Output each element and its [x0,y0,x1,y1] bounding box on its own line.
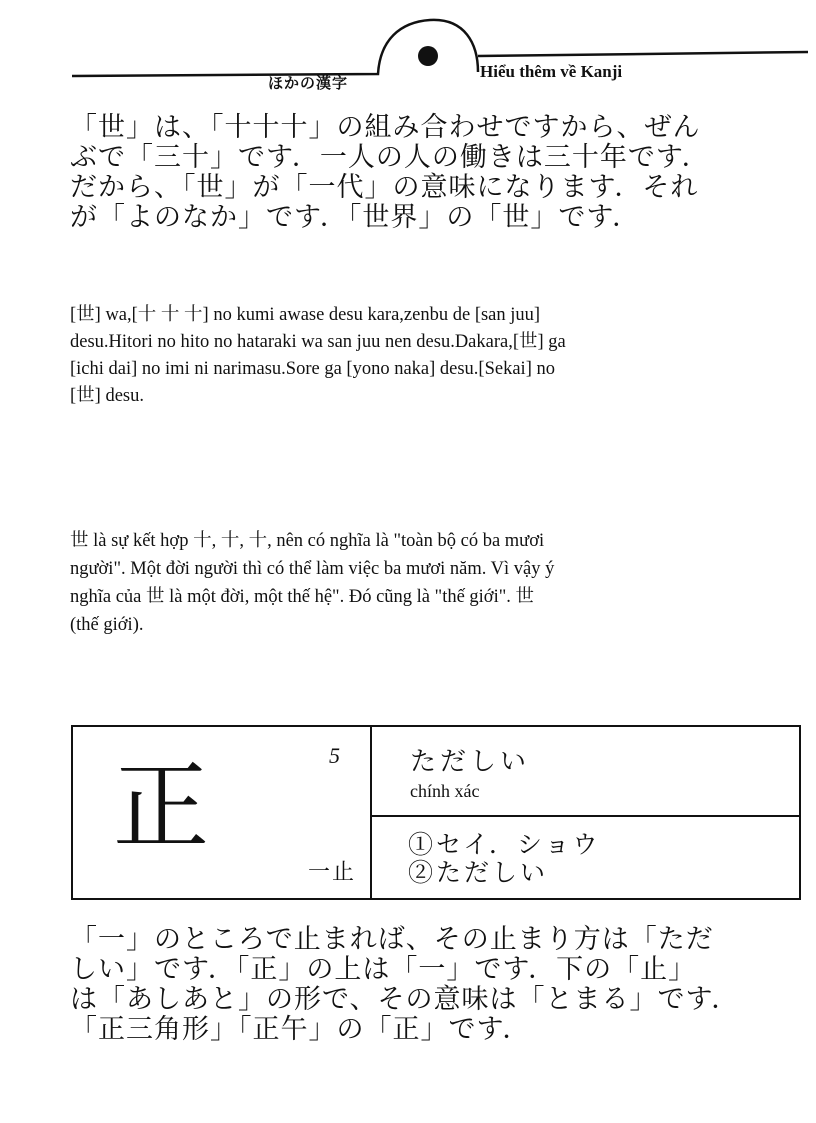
text-line: desu.Hitori no hito no hataraki wa san juu nen desu.Dakara,[世] ga [70,332,566,352]
stroke-count: 5 [329,743,340,768]
text-line: しい」です．「正」の上は「一」です．下の「止」 [70,954,697,985]
text-line: は「あしあと」の形で、その意味は「とまる」です． [70,984,740,1015]
text-line: người". Một đời người thì có thể làm việc ba mươi năm. Vì vậy ý [70,559,555,579]
header-label-japanese: ほかの漢字 [268,74,349,92]
kanji-character: 正 [113,751,209,863]
meaning-vietnamese: chính xác [410,781,480,801]
kun-reading: ただしい [410,747,531,777]
text-line: が「よのなか」です．「世界」の「世」です． [70,202,641,233]
reading-on: ①セイ．ショウ [408,830,601,859]
japanese-paragraph-1 [70,113,800,233]
text-line: だから、「世」が「一代」の意味になります．それ [70,172,699,203]
radical: 一止 [307,860,356,885]
text-line: 「一」のところで止まれば、その止まり方は「ただ [70,924,714,955]
text-line: [世] desu. [70,386,144,406]
text-line: [ichi dai] no imi ni narimasu.Sore ga [yono naka] desu.[Sekai] no [70,359,555,379]
header-label-vietnamese: Hiểu thêm về Kanji [480,62,623,81]
reading-kun: ②ただしい [408,858,549,887]
kanji-card [71,725,801,900]
text-line: 世 là sự kết hợp 十, 十, 十, nên có nghĩa là "toàn bộ có ba mươi [70,531,545,551]
japanese-paragraph-2 [70,925,800,1045]
kanji-glyph-cell [73,727,372,898]
text-line: ぶで「三十」です．一人の人の働きは三十年です． [70,142,710,173]
text-line: (thế giới). [70,615,144,635]
romaji-paragraph [70,302,810,410]
kanji-meaning-cell [372,727,799,817]
text-line: [世] wa,[十 十 十] no kumi awase desu kara,zenbu de [san juu] [70,305,541,325]
header-dot-icon [418,46,438,66]
text-line: nghĩa của 世 là một đời, một thế hệ". Đó cũng là "thế giới". 世 [70,587,535,607]
kanji-readings-cell [372,817,799,898]
header-ornament [0,0,816,100]
text-line: 「世」は、「十十十」の組み合わせですから、ぜん [70,112,701,143]
vietnamese-paragraph [70,527,810,639]
text-line: 「正三角形」「正午」の「正」です． [70,1014,531,1045]
